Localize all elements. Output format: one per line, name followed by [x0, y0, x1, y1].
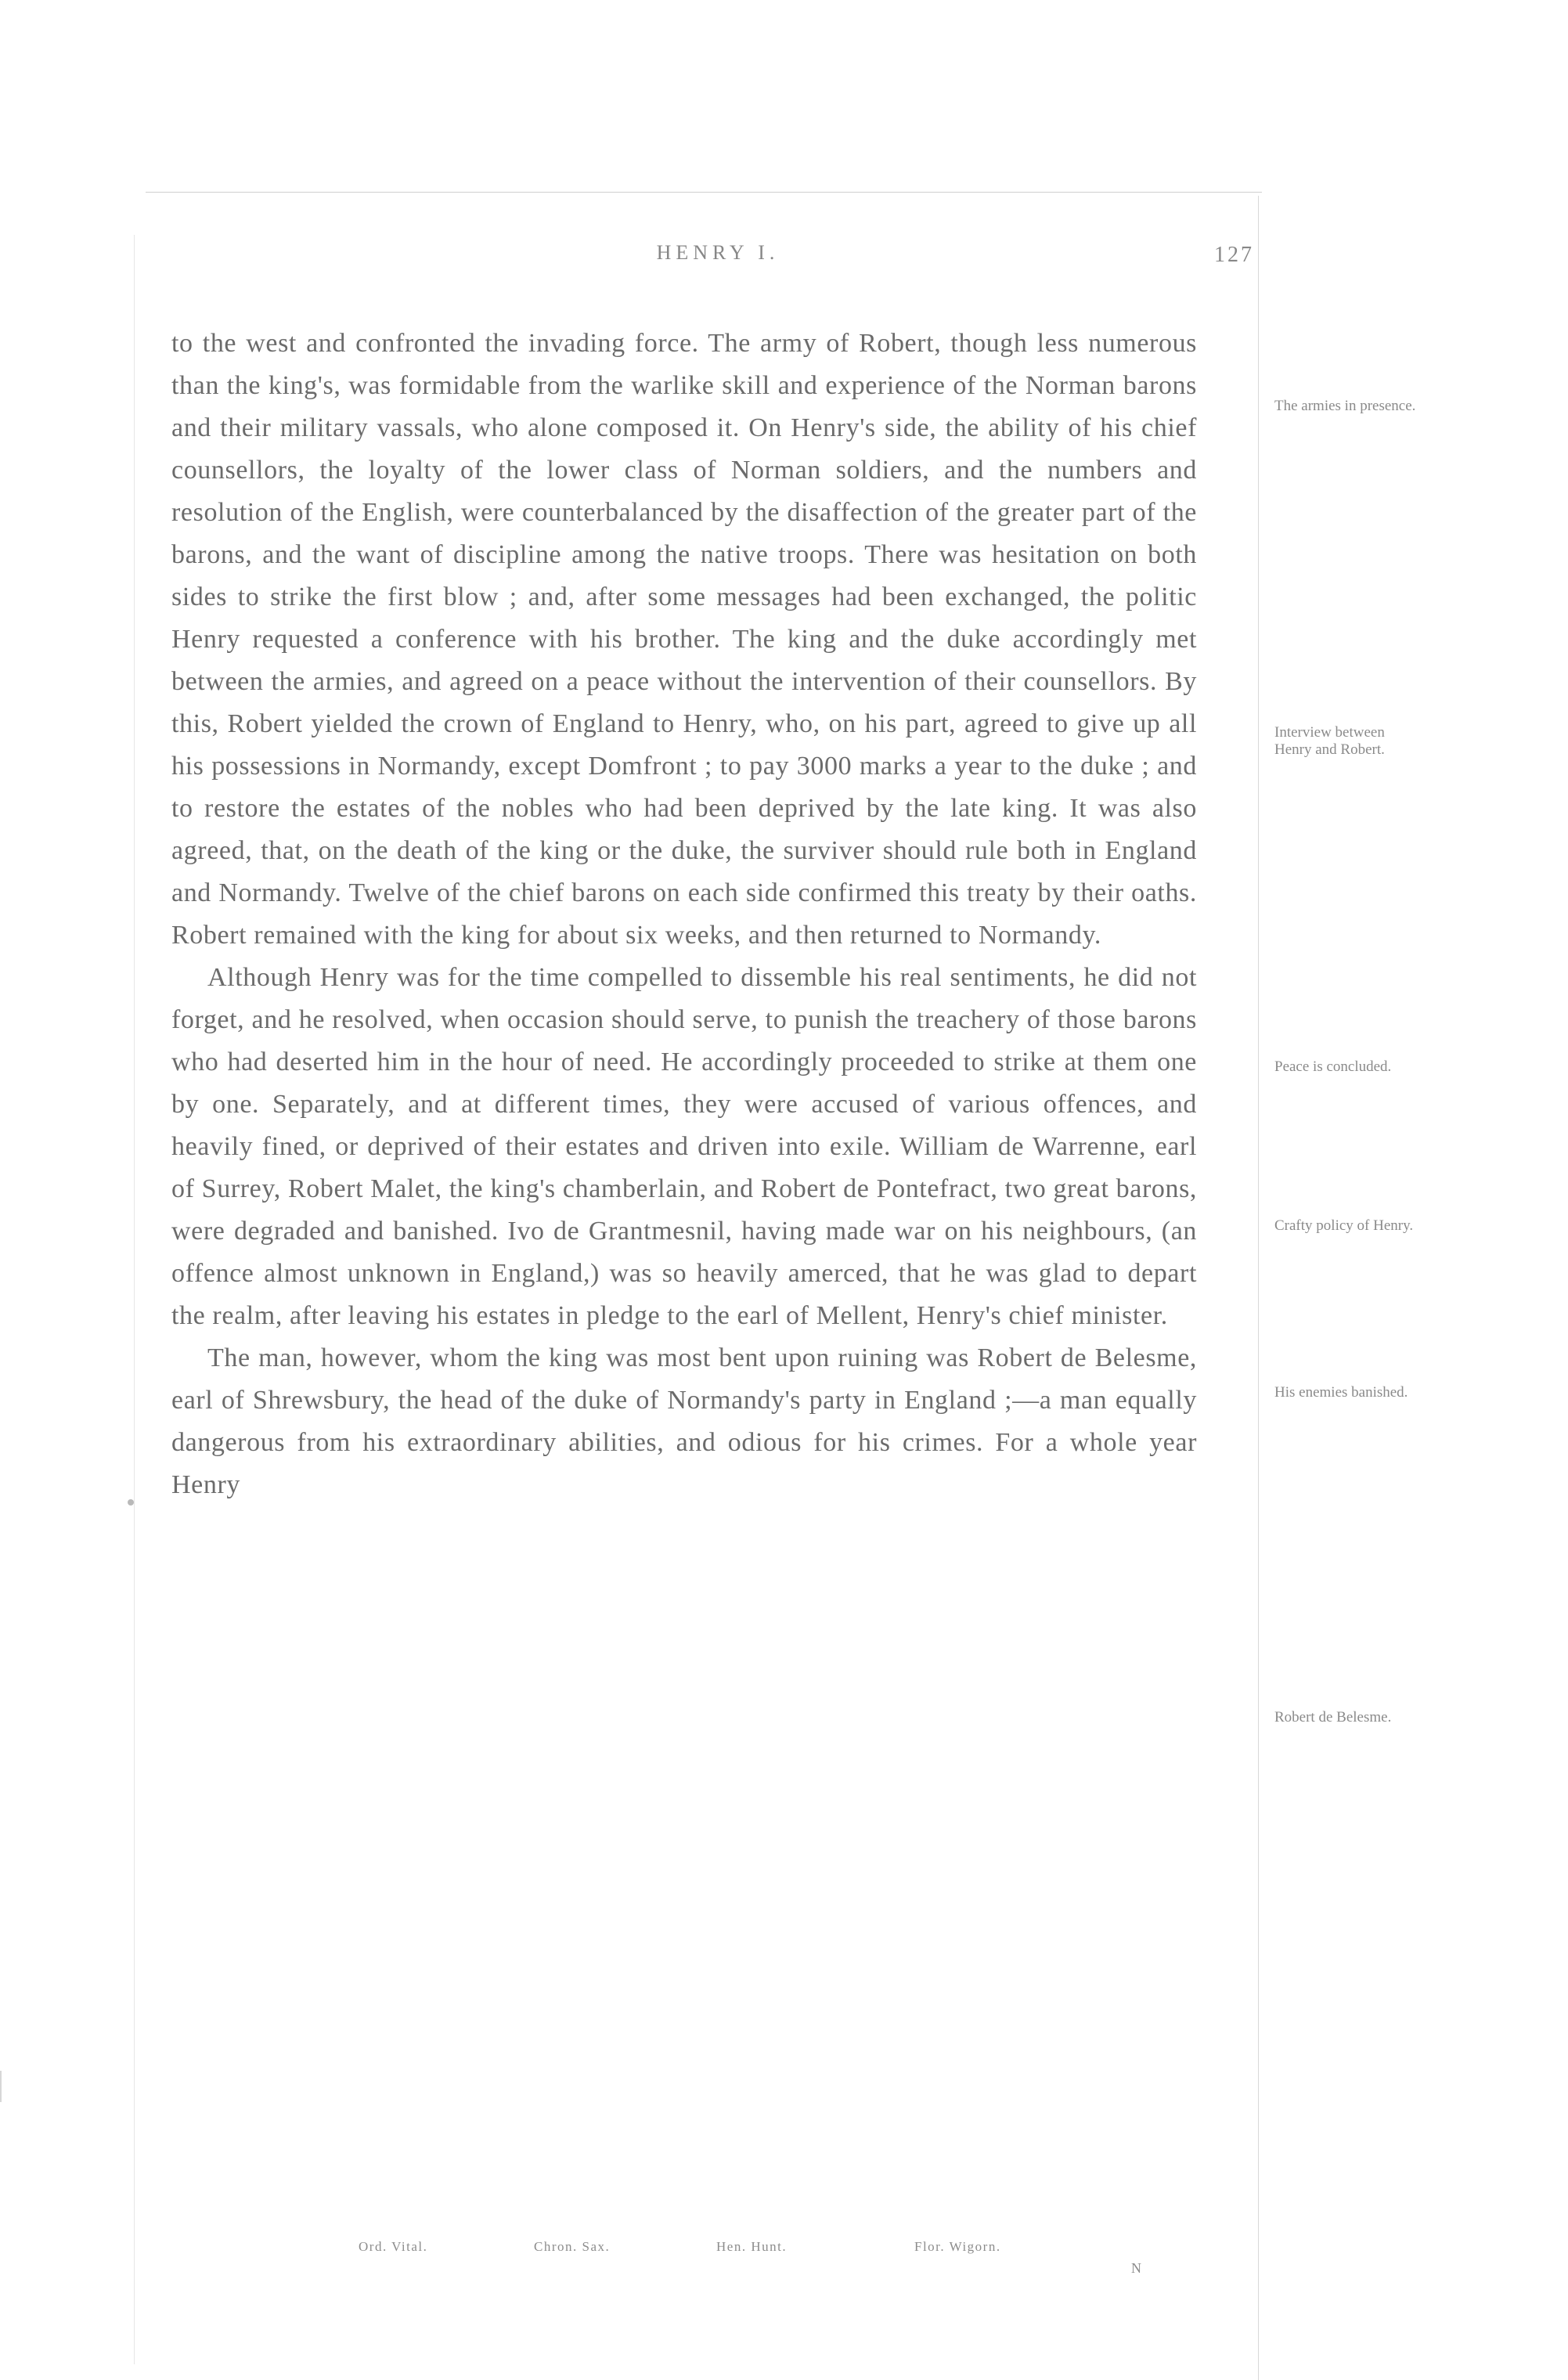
- scan-edge-mark: [0, 2071, 9, 2102]
- running-title: HENRY I.: [656, 241, 780, 264]
- margin-note-enemies-banished: His enemies banished.: [1274, 1384, 1408, 1401]
- page-frame-right-rule: [1258, 196, 1259, 2380]
- ink-dot-mark: [128, 1499, 134, 1506]
- source-citation: Hen. Hunt.: [716, 2239, 788, 2254]
- margin-note-peace: Peace is concluded.: [1274, 1058, 1392, 1075]
- page-frame-top-rule: [146, 192, 1262, 193]
- source-citation: Flor. Wigorn.: [914, 2239, 1001, 2254]
- margin-note-armies: The armies in presence.: [1274, 398, 1416, 414]
- source-citation: Ord. Vital.: [359, 2239, 428, 2254]
- source-citations: [0, 2239, 1253, 2258]
- margin-note-crafty-policy: Crafty policy of Henry.: [1274, 1217, 1414, 1234]
- source-citation: Chron. Sax.: [534, 2239, 611, 2254]
- paragraph-2: Although Henry was for the time compelled to dissemble his real sentiments, he did not forget, and he resolved, when occasion should serve, to punish the treachery of those barons who had deserted him in the hour of need. He accordingly proceeded to strike at them one by one. Separately, and at different times, they were accused of various offences, and heavily fined, or deprived of their estates and driven into exile. William de Warrenne, earl of Surrey, Robert Malet, the king's chamberlain, and Robert de Pontefract, two great barons, were degraded and banished. Ivo de Grantmesnil, having made war on his neighbours, (an offence almost unknown in England,) was so heavily amerced, that he was glad to depart the realm, after leaving his estates in pledge to the earl of Mellent, Henry's chief minister.: [171, 963, 1197, 1330]
- printer-signature: N: [1131, 2260, 1141, 2276]
- paragraph-1: to the west and confronted the invading force. The army of Robert, though less numerous than the king's, was formidable from the warlike skill and experience of the Norman barons and their military vassals, who alone composed it. On Henry's side, the ability of his chief counsellors, the loyalty of the lower class of Norman soldiers, and the numbers and resolution of the English, were counterbalanced by the disaffection of the greater part of the barons, and the want of discipline among the native troops. There was hesitation on both sides to strike the first blow ; and, after some messages had been exchanged, the politic Henry requested a conference with his brother. The king and the duke accordingly met between the armies, and agreed on a peace without the intervention of their counsellors. By this, Robert yielded the crown of England to Henry, who, on his part, agreed to give up all his possessions in Normandy, except Domfront ; to pay 3000 marks a year to the duke ; and to restore the estates of the nobles who had been deprived by the late king. It was also agreed, that, on the death of the king or the duke, the surviver should rule both in England and Normandy. Twelve of the chief barons on each side confirmed this treaty by their oaths. Robert remained with the king for about six weeks, and then returned to Normandy.: [171, 329, 1197, 950]
- paragraph-3: The man, however, whom the king was most bent upon ruining was Robert de Belesme, earl of Shrewsbury, the head of the duke of Normandy's party in England ;—a man equally dangerous from his extraordinary abilities, and odious for his crimes. For a whole year Henry: [171, 1343, 1197, 1499]
- page-frame-left-rule: [134, 235, 135, 2364]
- page-number: 127: [1214, 243, 1254, 267]
- margin-note-robert-de-belesme: Robert de Belesme.: [1274, 1709, 1392, 1726]
- page-header: [174, 241, 1254, 288]
- main-text: [171, 323, 1197, 1506]
- margin-note-interview: Interview between Henry and Robert.: [1274, 724, 1385, 758]
